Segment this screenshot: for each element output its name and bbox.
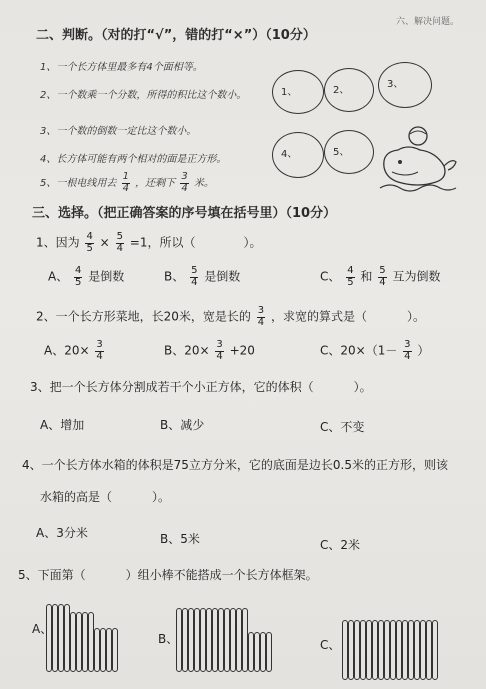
answer-label-5: 5、 xyxy=(333,147,350,158)
judge-item-1: 1、一个长方体里最多有4个面相等。 xyxy=(40,62,203,73)
judge-item-2: 2、一个数乘一个分数，所得的积比这个数小。 xyxy=(40,90,247,101)
q2-option-a[interactable]: A、20× $\frac{3}{4}$ xyxy=(44,339,103,362)
q4-option-c[interactable]: C、2米 xyxy=(320,538,361,552)
q1-option-b[interactable]: B、 $\frac{5}{4}$ 是倒数 xyxy=(164,265,241,288)
question-5: 5、下面第（ ）组小棒不能搭成一个长方体框架。 xyxy=(18,568,318,582)
q1-option-a[interactable]: A、 $\frac{4}{5}$ 是倒数 xyxy=(48,265,125,288)
q2-option-c[interactable]: C、20×（1－ $\frac{3}{4}$ ） xyxy=(320,339,430,362)
answer-circle-4[interactable] xyxy=(272,132,324,178)
answer-label-1: 1、 xyxy=(281,87,298,98)
answer-circle-5[interactable] xyxy=(324,130,374,174)
judge-item-5 xyxy=(40,172,214,194)
whale-illustration xyxy=(378,122,458,197)
header-fragment: 六、解决问题。 xyxy=(396,17,460,27)
q5-sticks-a[interactable] xyxy=(46,602,146,672)
q4-option-a[interactable]: A、3分米 xyxy=(36,526,88,540)
section2-title: 二、判断。（对的打“√”，错的打“×”）（10分） xyxy=(36,28,316,43)
answer-label-3: 3、 xyxy=(387,79,404,90)
q1-option-c[interactable]: C、 $\frac{4}{5}$ 和 $\frac{5}{4}$ 互为倒数 xyxy=(320,265,441,288)
q5-option-c-label[interactable]: C、 xyxy=(320,638,341,652)
judge-item-5-part1: 5、一根电线用去 xyxy=(40,178,117,189)
q4-option-b[interactable]: B、5米 xyxy=(160,532,200,546)
section3-title: 三、选择。（把正确答案的序号填在括号里）（10分） xyxy=(32,206,337,221)
q3-option-c[interactable]: C、不变 xyxy=(320,420,365,434)
judge-item-5-part2: ，还剩下 xyxy=(135,178,176,189)
q5-sticks-b[interactable] xyxy=(176,606,296,672)
question-2: 2、一个长方形菜地，长20米，宽是长的 $\frac{3}{4}$ ，求宽的算式是（ ）。 xyxy=(36,305,425,328)
question-3: 3、把一个长方体分割成若干个小正方体，它的体积（ ）。 xyxy=(30,380,372,394)
q5-option-b-label[interactable]: B、 xyxy=(158,632,179,646)
judge-item-3: 3、一个数的倒数一定比这个数小。 xyxy=(40,126,197,137)
q5-option-a-label[interactable]: A、 xyxy=(32,622,53,636)
answer-circle-2[interactable] xyxy=(324,68,374,112)
q2-option-b[interactable]: B、20× $\frac{3}{4}$ +20 xyxy=(164,339,255,362)
stick xyxy=(112,628,118,672)
answer-circle-1[interactable] xyxy=(272,70,324,114)
stick xyxy=(432,620,438,680)
q5-sticks-c[interactable] xyxy=(342,616,462,680)
question-4-line1: 4、一个长方体水箱的体积是75立方分米，它的底面是边长0.5米的正方形，则该 xyxy=(22,458,448,472)
answer-label-2: 2、 xyxy=(333,85,350,96)
question-1: 1、因为 $\frac{4}{5}$ × $\frac{5}{4}$ =1，所以（ ）。 xyxy=(36,231,262,254)
question-4-line2: 水箱的高是（ ）。 xyxy=(40,490,171,504)
answer-circle-3[interactable] xyxy=(378,62,432,108)
answer-label-4: 4、 xyxy=(281,149,298,160)
judge-item-4: 4、长方体可能有两个相对的面是正方形。 xyxy=(40,154,227,165)
q3-option-a[interactable]: A、增加 xyxy=(40,418,85,432)
fraction-3-4: $\frac{3}{4}$ xyxy=(181,171,188,194)
stick xyxy=(266,632,272,672)
judge-item-5-part3: 米。 xyxy=(193,178,214,189)
fraction-1-4: $\frac{1}{4}$ xyxy=(122,171,129,194)
q3-option-b[interactable]: B、减少 xyxy=(160,418,205,432)
